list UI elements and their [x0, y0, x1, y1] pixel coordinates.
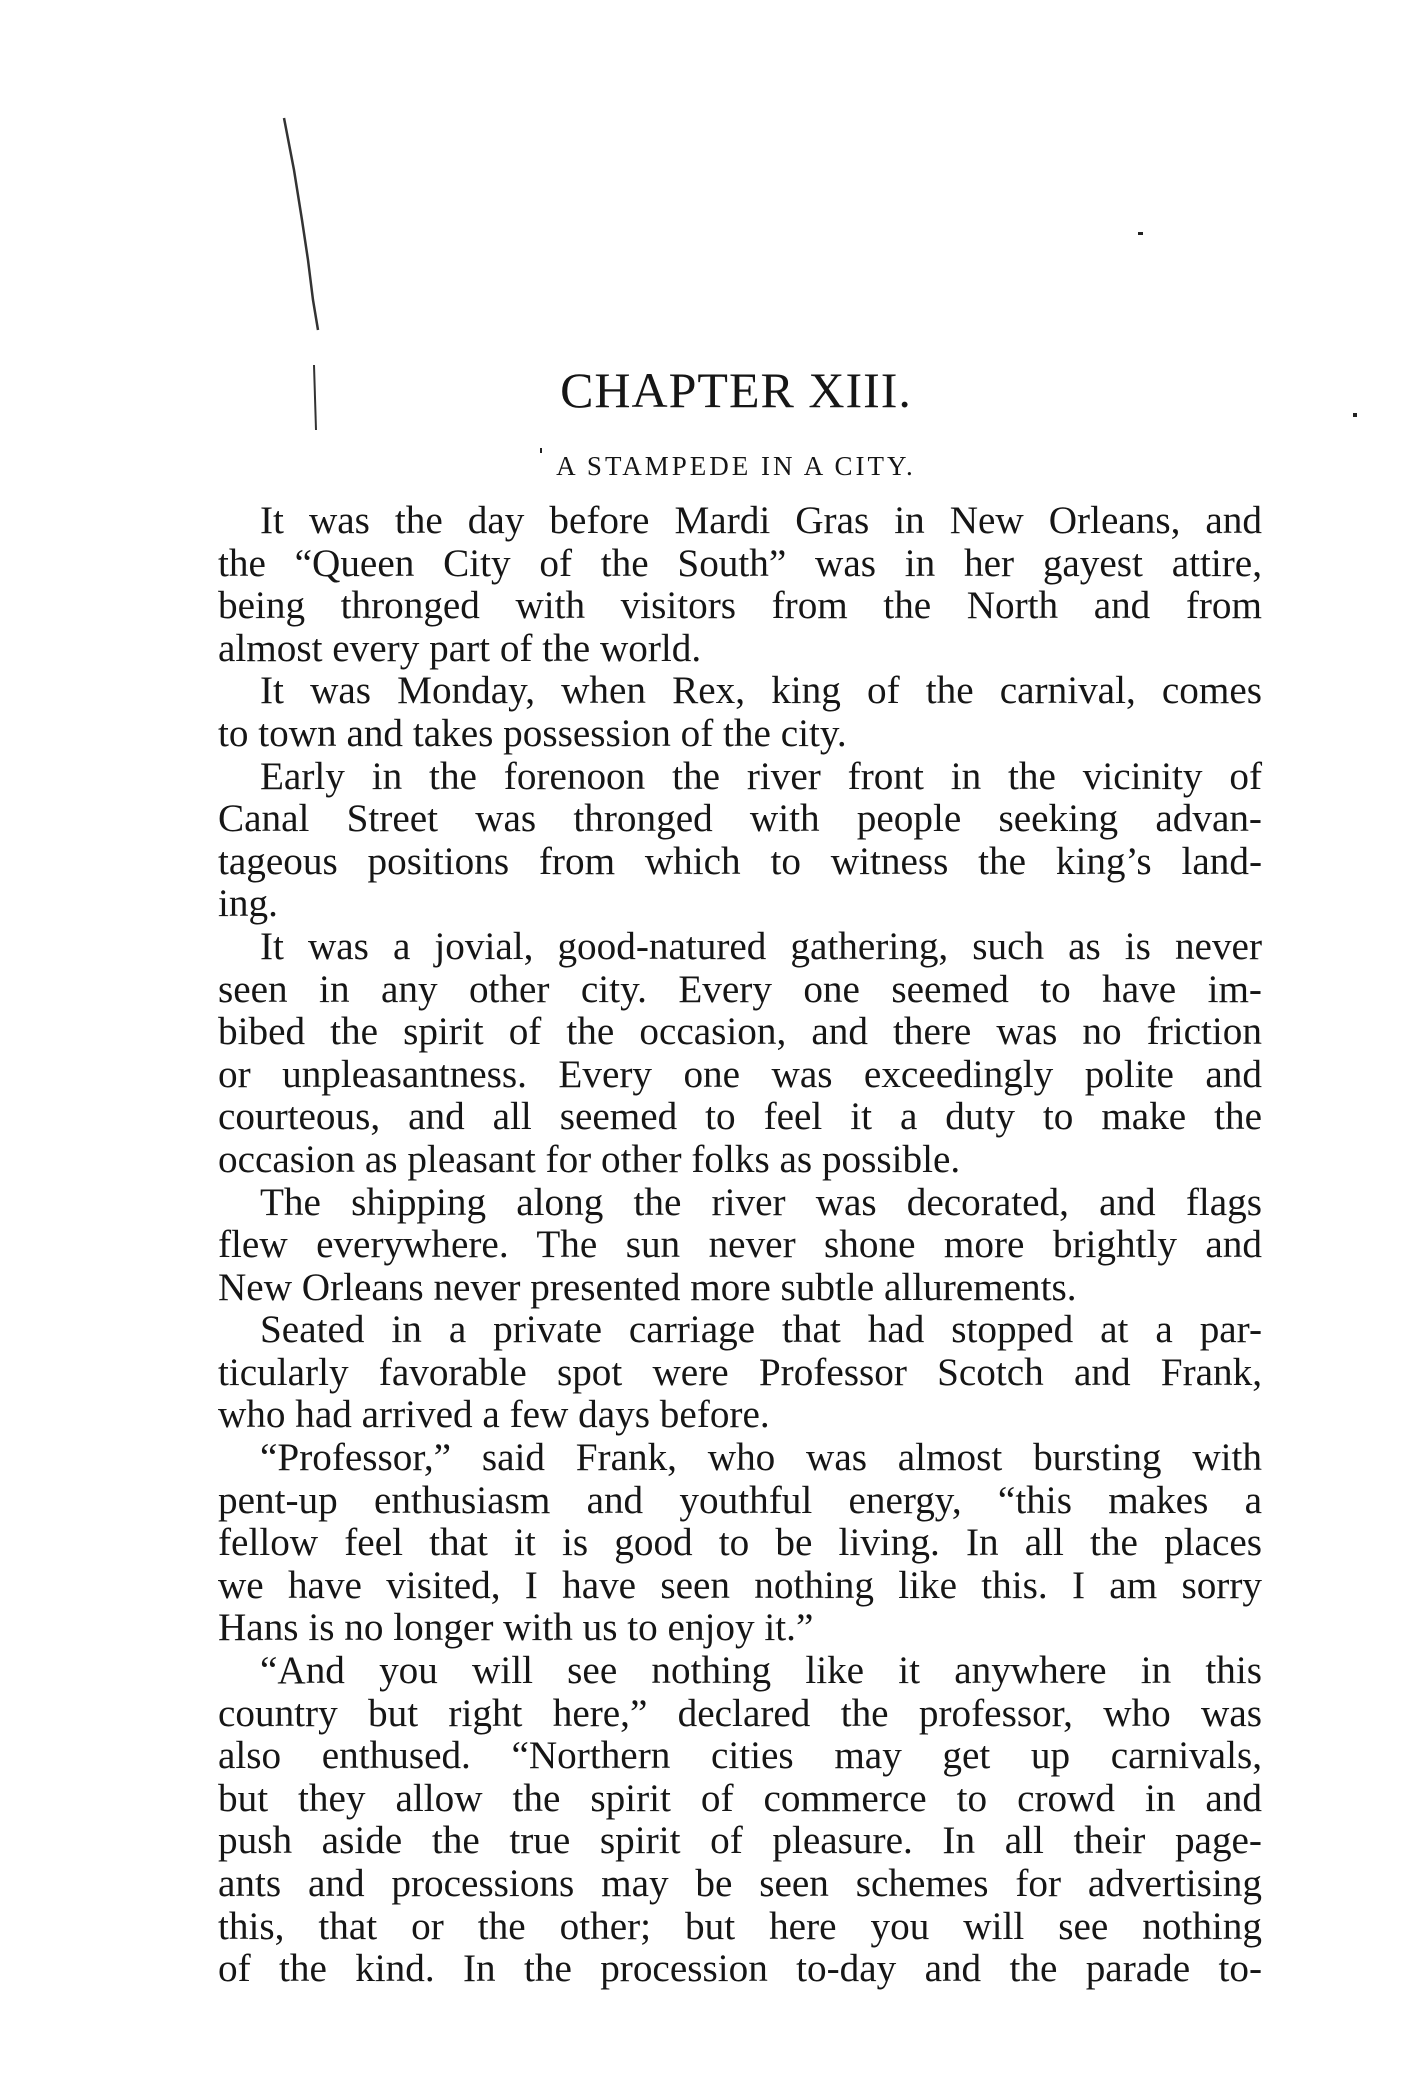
text-line: occasion as pleasant for other folks as possible. [218, 1137, 961, 1181]
text-line: seen in any other city. Every one seemed to have im- [218, 967, 1262, 1011]
text-line: push aside the true spirit of pleasure. In all their page- [218, 1819, 1262, 1863]
speck-mark [1138, 232, 1143, 235]
text-line: It was a jovial, good-natured gathering, such as is never [260, 924, 1262, 968]
text-line: “Professor,” said Frank, who was almost bursting with [260, 1436, 1262, 1480]
text-line: The shipping along the river was decorated, and flags [260, 1180, 1262, 1224]
text-line: to town and takes possession of the city. [218, 711, 847, 755]
paragraph [218, 1437, 1262, 1650]
paragraph [218, 756, 1262, 926]
paragraph [218, 926, 1262, 1182]
text-line: courteous, and all seemed to feel it a duty to make the [218, 1095, 1262, 1139]
chapter-body [218, 500, 1262, 1991]
text-line: bibed the spirit of the occasion, and there was no friction [218, 1010, 1262, 1054]
text-line: pent-up enthusiasm and youthful energy, “this makes a [218, 1478, 1262, 1522]
text-line: also enthused. “Northern cities may get up carnivals, [218, 1734, 1262, 1778]
paragraph [218, 500, 1262, 670]
paragraph [218, 1650, 1262, 1991]
text-line: who had arrived a few days before. [218, 1393, 770, 1437]
text-line: we have visited, I have seen nothing like this. I am sorry [218, 1563, 1262, 1607]
text-line: “And you will see nothing like it anywhere in this [260, 1649, 1262, 1693]
text-line: Early in the forenoon the river front in the vicinity of [260, 754, 1262, 798]
paragraph [218, 1182, 1262, 1310]
text-line: being thronged with visitors from the North and from [218, 584, 1262, 628]
text-line: It was Monday, when Rex, king of the carnival, comes [260, 669, 1262, 713]
text-line: Hans is no longer with us to enjoy it.” [218, 1606, 814, 1650]
text-line: ing. [218, 882, 278, 926]
text-line: of the kind. In the procession to-day and the parade to- [218, 1947, 1262, 1991]
text-line: Canal Street was thronged with people seeking advan- [218, 797, 1262, 841]
text-line: the “Queen City of the South” was in her gayest attire, [218, 541, 1262, 585]
text-line: country but right here,” declared the professor, who was [218, 1691, 1262, 1735]
text-line: ticularly favorable spot were Professor Scotch and Frank, [218, 1350, 1262, 1394]
text-line: or unpleasantness. Every one was exceedingly polite and [218, 1052, 1262, 1096]
text-line: flew everywhere. The sun never shone more brightly and [218, 1223, 1262, 1267]
paragraph [218, 1309, 1262, 1437]
text-line: this, that or the other; but here you will see nothing [218, 1904, 1262, 1948]
text-line: almost every part of the world. [218, 626, 702, 670]
text-line: It was the day before Mardi Gras in New Orleans, and [260, 499, 1262, 542]
chapter-title: CHAPTER XIII. [560, 362, 912, 418]
text-line: tageous positions from which to witness the king’s land- [218, 839, 1262, 883]
paragraph [218, 670, 1262, 755]
chapter-subtitle: A STAMPEDE IN A CITY. [556, 451, 916, 481]
text-line: fellow feel that it is good to be living. In all the places [218, 1521, 1262, 1565]
text-line: New Orleans never presented more subtle allurements. [218, 1265, 1077, 1309]
text-line: Seated in a private carriage that had stopped at a par- [260, 1308, 1262, 1352]
text-line: but they allow the spirit of commerce to crowd in and [218, 1776, 1262, 1820]
text-line: ants and processions may be seen schemes for advertising [218, 1862, 1262, 1905]
